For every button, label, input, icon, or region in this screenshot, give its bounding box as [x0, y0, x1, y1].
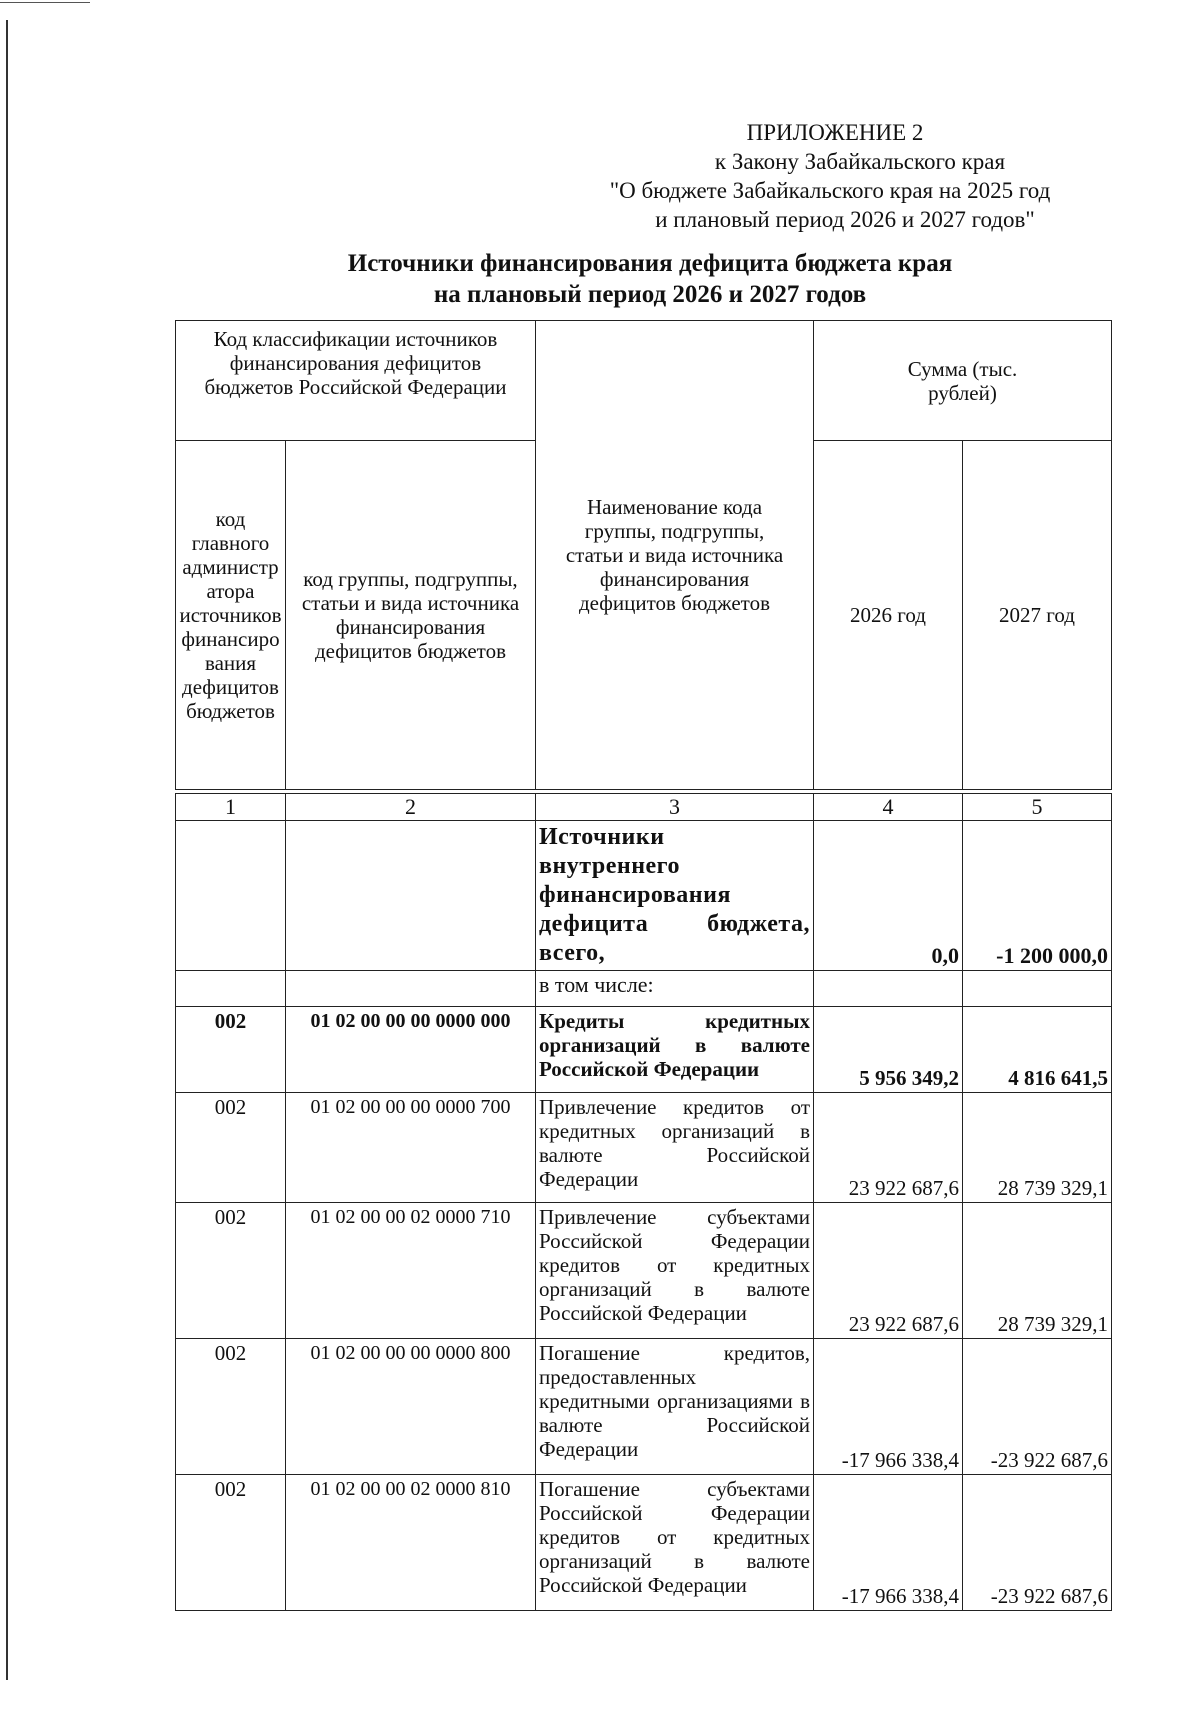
source-code-cell	[286, 821, 536, 971]
col-number: 5	[963, 794, 1112, 821]
column-numbers-row	[176, 794, 1112, 821]
appendix-header	[560, 118, 1100, 234]
table-row	[176, 1339, 1112, 1475]
admin-code-cell: 002	[176, 1093, 286, 1203]
source-name-cell: Погашение кредитов, предоставленных кредитными организациями в валюте Российской Федерации	[536, 1339, 814, 1475]
table-row	[176, 1475, 1112, 1611]
source-name-cell: в том числе:	[536, 971, 814, 1007]
amount-2027-cell	[963, 971, 1112, 1007]
table-row	[176, 1203, 1112, 1339]
data-table	[175, 793, 1112, 1611]
law-title-line1: "О бюджете Забайкальского края на 2025 год	[609, 178, 1051, 203]
table-row	[176, 821, 1112, 971]
year-2027-header: 2027 год	[963, 441, 1112, 790]
amount-2027-cell: -23 922 687,6	[963, 1475, 1112, 1611]
source-code-cell	[286, 971, 536, 1007]
classification-code-header: Код классификации источников финансирования дефицитов бюджетов Российской Федерации	[176, 321, 536, 441]
admin-code-cell	[176, 971, 286, 1007]
source-code-cell: 01 02 00 00 02 0000 810	[286, 1475, 536, 1611]
amount-2027-cell: 28 739 329,1	[963, 1203, 1112, 1339]
source-name-cell: Привлечение кредитов от кредитных организаций в валюте Российской Федерации	[536, 1093, 814, 1203]
admin-code-cell: 002	[176, 1203, 286, 1339]
scan-edge-left	[6, 20, 8, 1680]
table-row	[176, 1007, 1112, 1093]
appendix-label: ПРИЛОЖЕНИЕ 2	[746, 120, 924, 145]
group-code-header: код группы, подгруппы, статьи и вида источника финансирования дефицитов бюджетов	[286, 441, 536, 790]
name-header: Наименование кода группы, подгруппы, статьи и вида источника финансирования дефицитов бюджетов	[536, 321, 814, 790]
sum-header: Сумма (тыс. рублей)	[814, 321, 1112, 441]
admin-code-header: код главного администратора источников финансирования дефицитов бюджетов	[176, 441, 286, 790]
col-number: 1	[176, 794, 286, 821]
law-title-line2: и плановый период 2026 и 2027 годов"	[655, 207, 1035, 232]
col-number: 2	[286, 794, 536, 821]
source-code-cell: 01 02 00 00 02 0000 710	[286, 1203, 536, 1339]
source-code-cell: 01 02 00 00 00 0000 000	[286, 1007, 536, 1093]
source-name-cell: Привлечение субъектами Российской Федерации кредитов от кредитных организаций в валюте Российской Федерации	[536, 1203, 814, 1339]
title-line2: на плановый период 2026 и 2027 годов	[433, 281, 867, 308]
table-row	[176, 1093, 1112, 1203]
title-line1: Источники финансирования дефицита бюджета края	[347, 250, 953, 277]
year-2026-header: 2026 год	[814, 441, 963, 790]
source-name-cell: Погашение субъектами Российской Федерации кредитов от кредитных организаций в валюте Российской Федерации	[536, 1475, 814, 1611]
law-reference: к Закону Забайкальского края	[714, 149, 1006, 174]
amount-2026-cell: 0,0	[814, 821, 963, 971]
table-row	[176, 971, 1112, 1007]
scan-edge-top	[0, 2, 90, 3]
table-header	[175, 320, 1112, 790]
amount-2027-cell: -1 200 000,0	[963, 821, 1112, 971]
col-number: 4	[814, 794, 963, 821]
admin-code-cell: 002	[176, 1007, 286, 1093]
source-code-cell: 01 02 00 00 00 0000 800	[286, 1339, 536, 1475]
source-name-cell: Кредиты кредитных организаций в валюте Российской Федерации	[536, 1007, 814, 1093]
amount-2027-cell: 28 739 329,1	[963, 1093, 1112, 1203]
admin-code-cell: 002	[176, 1339, 286, 1475]
col-number: 3	[536, 794, 814, 821]
admin-code-cell	[176, 821, 286, 971]
source-code-cell: 01 02 00 00 00 0000 700	[286, 1093, 536, 1203]
amount-2027-cell: -23 922 687,6	[963, 1339, 1112, 1475]
amount-2026-cell: 23 922 687,6	[814, 1093, 963, 1203]
source-name-cell: Источники внутреннего финансирования дефицита бюджета, всего,	[536, 821, 814, 971]
amount-2026-cell: -17 966 338,4	[814, 1475, 963, 1611]
amount-2027-cell: 4 816 641,5	[963, 1007, 1112, 1093]
amount-2026-cell: 5 956 349,2	[814, 1007, 963, 1093]
amount-2026-cell: 23 922 687,6	[814, 1203, 963, 1339]
amount-2026-cell: -17 966 338,4	[814, 1339, 963, 1475]
document-title	[160, 248, 1140, 310]
admin-code-cell: 002	[176, 1475, 286, 1611]
amount-2026-cell	[814, 971, 963, 1007]
